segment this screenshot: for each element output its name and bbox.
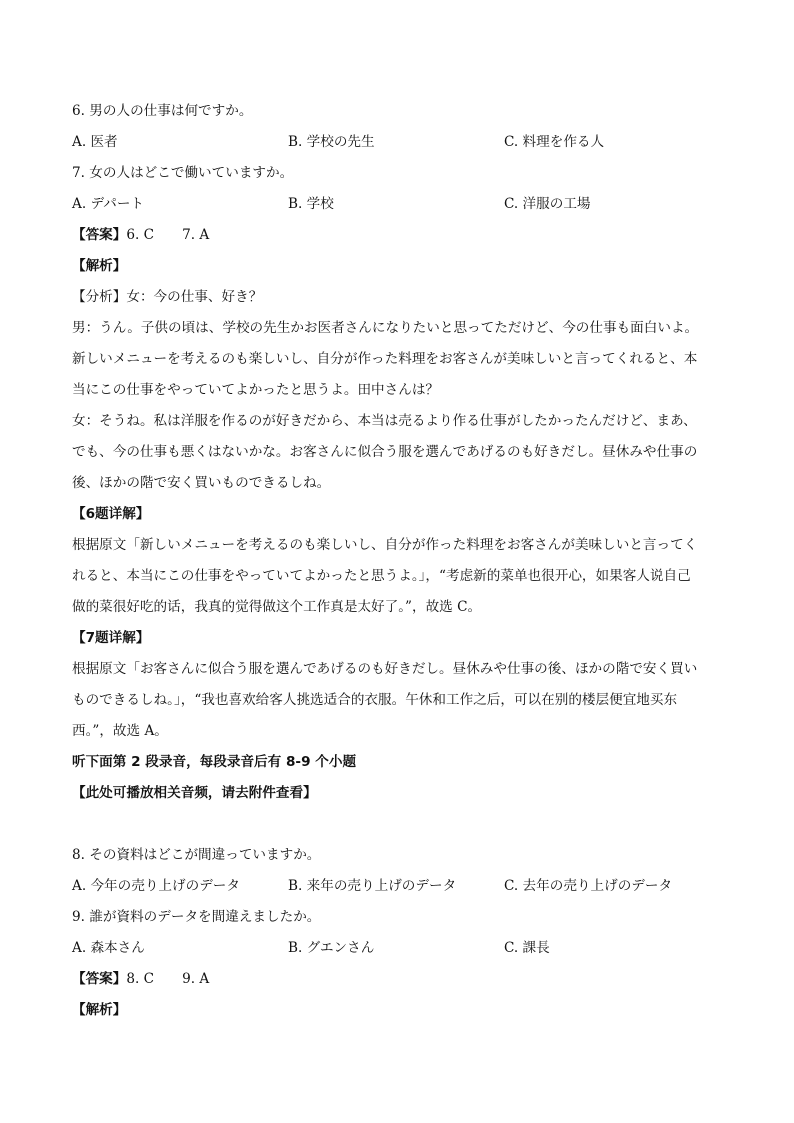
question-6-options [72,127,722,158]
option-a: A. 今年の売り上げのデータ [72,878,240,894]
answer-label: 【答案】 [72,971,127,987]
detail-6-line: 做的菜很好吃的话，我真的觉得做这个工作真是太好了。”，故选 C。 [72,599,482,615]
audio-note: 【此处可播放相关音频，请去附件查看】 [72,785,317,801]
option-c: C. 去年の売り上げのデータ [504,878,673,894]
detail-6-line: 根据原文「新しいメニューを考えるのも楽しいし、自分が作った料理をお客さんが美味しいと言ってく [72,537,698,553]
detail-7-label: 【7题详解】 [72,630,150,646]
option-b: B. 学校 [288,196,334,212]
question-9-options [72,933,722,964]
dialogue-line: でも、今の仕事も悪くはないかな。お客さんに似合う服を選んであげるのも好きだし。昼休みや仕事の [72,444,698,460]
question-8-options [72,871,722,902]
option-b: B. 来年の売り上げのデータ [288,878,457,894]
answer-label: 【答案】 [72,227,127,243]
detail-6-label: 【6题详解】 [72,506,150,522]
answer-7: 7. A [182,227,210,243]
option-b: B. 学校の先生 [288,134,375,150]
answer-line-1 [72,220,722,251]
section-heading: 听下面第 2 段录音，每段录音后有 8-9 个小题 [72,754,357,770]
question-8: 8. その資料はどこが間違っていますか。 [72,847,321,863]
detail-7-line: 西。”，故选 A。 [72,723,168,739]
question-7: 7. 女の人はどこで働いていますか。 [72,165,294,181]
answer-6: 6. C [126,227,155,243]
option-c: C. 課長 [504,940,550,956]
dialogue-line: 女：そうね。私は洋服を作るのが好きだから、本当は売るより作る仕事がしたかったんだけど、まあ、 [72,413,697,429]
analysis-label: 【解析】 [72,258,127,274]
option-a: A. 森本さん [72,940,145,956]
dialogue-line: 新しいメニューを考えるのも楽しいし、自分が作った料理をお客さんが美味しいと言ってくれると、本 [72,351,698,367]
option-c: C. 洋服の工場 [504,196,591,212]
option-a: A. デパート [72,196,145,212]
dialogue-line: 後、ほかの階で安く買いものできるしね。 [72,475,331,491]
dialogue-line: 男：うん。子供の頃は、学校の先生かお医者さんになりたいと思ってただけど、今の仕事も面白いよ。 [72,320,699,336]
document-page [72,96,722,1026]
detail-7-line: ものできるしね。」，“我也喜欢给客人挑选适合的衣服。午休和工作之后，可以在别的楼层便宜地买东 [72,692,678,708]
answer-line-2 [72,964,722,995]
analysis-label: 【解析】 [72,1002,127,1018]
detail-7-line: 根据原文「お客さんに似合う服を選んであげるのも好きだし。昼休みや仕事の後、ほかの階で安く買い [72,661,698,677]
option-b: B. グエンさん [288,940,375,956]
detail-6-line: れると、本当にこの仕事をやっていてよかったと思うよ。」，“考虑新的菜单也很开心，如果客人说自己 [72,568,691,584]
answer-8: 8. C [126,971,155,987]
answer-9: 9. A [182,971,210,987]
question-7-options [72,189,722,220]
option-c: C. 料理を作る人 [504,134,605,150]
dialogue-line: 当にこの仕事をやっていてよかったと思うよ。田中さんは？ [72,382,440,398]
question-6: 6. 男の人の仕事は何ですか。 [72,103,253,119]
option-a: A. 医者 [72,134,118,150]
dialogue-line: 【分析】女：今の仕事、好き？ [72,289,263,305]
question-9: 9. 誰が資料のデータを間違えましたか。 [72,909,321,925]
